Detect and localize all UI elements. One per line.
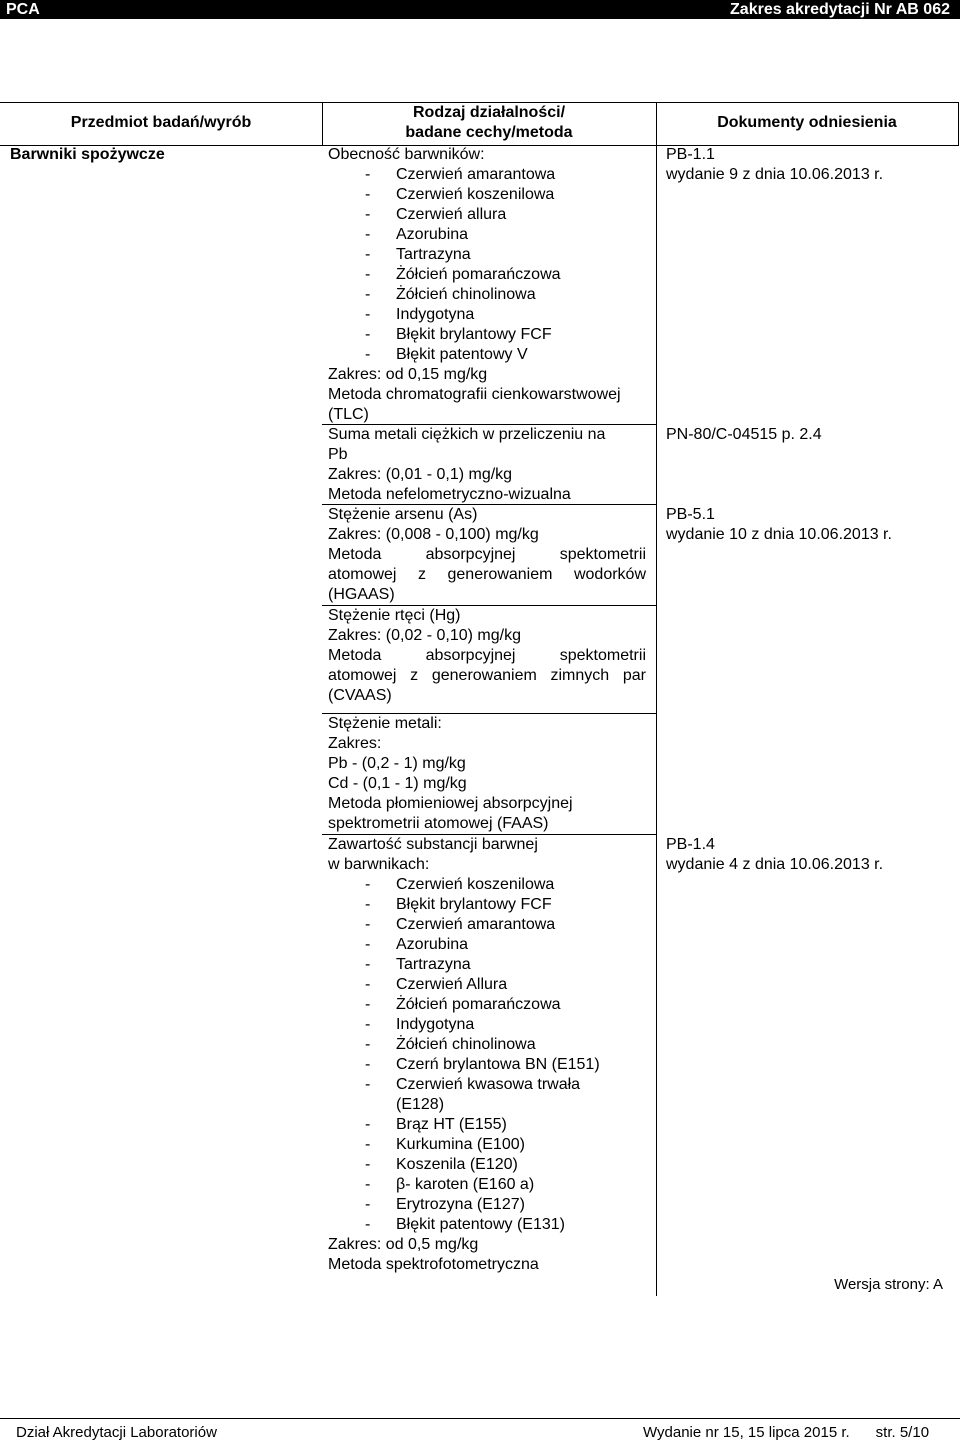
doc-number: PN-80/C-04515 p. 2.4 [666,426,822,443]
list-item: - Czerwień Allura [328,975,650,995]
list-item: - Koszenila (E120) [328,1155,650,1175]
header-org: PCA [6,1,40,18]
list-item: - Żółcień chinolinowa [328,1035,650,1055]
heavy-metals-cell [328,425,650,505]
table-right-border [958,102,959,145]
list-item: - Czerwień allura [328,205,650,225]
dye-content-cell [328,835,650,1275]
metals-range-cd: Cd - (0,1 - 1) mg/kg [328,775,467,792]
dyes-presence-doc [666,145,883,185]
list-item: - Czerwień koszenilowa [328,185,650,205]
mercury-cell [328,606,646,706]
footer-department: Dział Akredytacji Laboratoriów [16,1424,217,1441]
list-item: - Tartrazyna [328,245,650,265]
metals-method-line1: Metoda płomieniowej absorpcyjnej [328,795,573,812]
list-item: - Błękit patentowy V [328,345,650,365]
dye-content-subtitle: w barwnikach: [328,856,430,873]
page-version: Wersja strony: A [834,1276,943,1293]
col-header-subject-text: Przedmiot badań/wyrób [70,114,252,131]
dye-content-doc [666,835,883,875]
list-item: - Kurkumina (E100) [328,1135,650,1155]
metals-range-label: Zakres: [328,735,382,752]
arsenic-title: Stężenie arsenu (As) [328,506,478,523]
metals-method-line2: spektrometrii atomowej (FAAS) [328,815,549,832]
dyes-presence-range: Zakres: od 0,15 mg/kg [328,366,488,383]
col2-divider [656,102,657,1296]
col-header-activity [322,103,656,143]
doc-edition: wydanie 9 z dnia 10.06.2013 r. [666,166,884,183]
list-item: - Żółcień pomarańczowa [328,995,650,1015]
arsenic-range: Zakres: (0,008 - 0,100) mg/kg [328,526,539,543]
list-item: - Indygotyna [328,1015,650,1035]
col-header-activity-line1: Rodzaj działalności/ [412,104,566,121]
doc-edition: wydanie 4 z dnia 10.06.2013 r. [666,856,884,873]
list-item: - Czerwień kwasowa trwała [328,1075,650,1095]
list-item: - Błękit brylantowy FCF [328,325,650,345]
col-header-subject [0,113,322,133]
list-item: - Żółcień pomarańczowa [328,265,650,285]
list-item: - Azorubina [328,935,650,955]
list-item: - Erytrozyna (E127) [328,1195,650,1215]
list-item: - Czerń brylantowa BN (E151) [328,1055,650,1075]
metals-range-pb: Pb - (0,2 - 1) mg/kg [328,755,466,772]
list-item: - Czerwień amarantowa [328,915,650,935]
mercury-method-abbr: (CVAAS) [328,687,392,704]
arsenic-doc [666,505,892,545]
arsenic-cell [328,505,646,605]
doc-edition: wydanie 10 z dnia 10.06.2013 r. [666,526,892,543]
mercury-title: Stężenie rtęci (Hg) [328,607,461,624]
col-header-activity-line2: badane cechy/metoda [405,124,573,141]
list-item: - Czerwień amarantowa [328,165,650,185]
header-title: Zakres akredytacji Nr AB 062 [730,1,950,18]
footer-edition: Wydanie nr 15, 15 lipca 2015 r. [643,1424,850,1441]
col-header-documents-text: Dokumenty odniesienia [717,114,897,131]
heavy-metals-line2: Pb [328,446,348,463]
document-footer [0,1418,960,1442]
doc-number: PB-1.4 [666,836,715,853]
heavy-metals-range: Zakres: (0,01 - 0,1) mg/kg [328,466,513,483]
arsenic-method-line2: atomowej z generowaniem wodorków [328,566,646,583]
heavy-metals-line1: Suma metali ciężkich w przeliczeniu na [328,426,606,443]
mercury-method-line1: Metoda absorpcyjnej spektometrii [328,647,646,664]
doc-number: PB-1.1 [666,146,715,163]
mercury-method-line2: atomowej z generowaniem zimnych par [328,667,646,684]
list-item: - Błękit brylantowy FCF [328,895,650,915]
list-item: - Czerwień koszenilowa [328,875,650,895]
list-item: - Żółcień chinolinowa [328,285,650,305]
list-item: - Tartrazyna [328,955,650,975]
heavy-metals-doc [666,425,822,445]
dyes-presence-method: Metoda chromatografii cienkowarstwowej [328,386,621,403]
dyes-presence-cell [328,145,650,425]
metals-title: Stężenie metali: [328,715,442,732]
list-item: - Brąz HT (E155) [328,1115,650,1135]
subject-text: Barwniki spożywcze [10,146,165,163]
dyes-presence-title: Obecność barwników: [328,146,485,163]
col-header-documents [656,113,958,133]
heavy-metals-method: Metoda nefelometryczno-wizualna [328,486,571,503]
dye-content-title: Zawartość substancji barwnej [328,836,538,853]
doc-number: PB-5.1 [666,506,715,523]
arsenic-method-line1: Metoda absorpcyjnej spektometrii [328,546,646,563]
list-item: - Indygotyna [328,305,650,325]
footer-page-number: str. 5/10 [875,1424,930,1441]
metals-cell [328,714,650,834]
dye-content-range: Zakres: od 0,5 mg/kg [328,1236,479,1253]
mercury-range: Zakres: (0,02 - 0,10) mg/kg [328,627,521,644]
list-item: - β- karoten (E160 a) [328,1175,650,1195]
dye-content-method: Metoda spektrofotometryczna [328,1256,539,1273]
arsenic-method-abbr: (HGAAS) [328,586,395,603]
list-item: - Azorubina [328,225,650,245]
document-header-bar [0,0,960,19]
list-item: - Błękit patentowy (E131) [328,1215,650,1235]
subject-cell [10,145,165,165]
footer-edition-page [643,1424,929,1441]
list-item-continuation: (E128) [396,1096,445,1113]
dyes-presence-method-abbr: (TLC) [328,406,369,423]
